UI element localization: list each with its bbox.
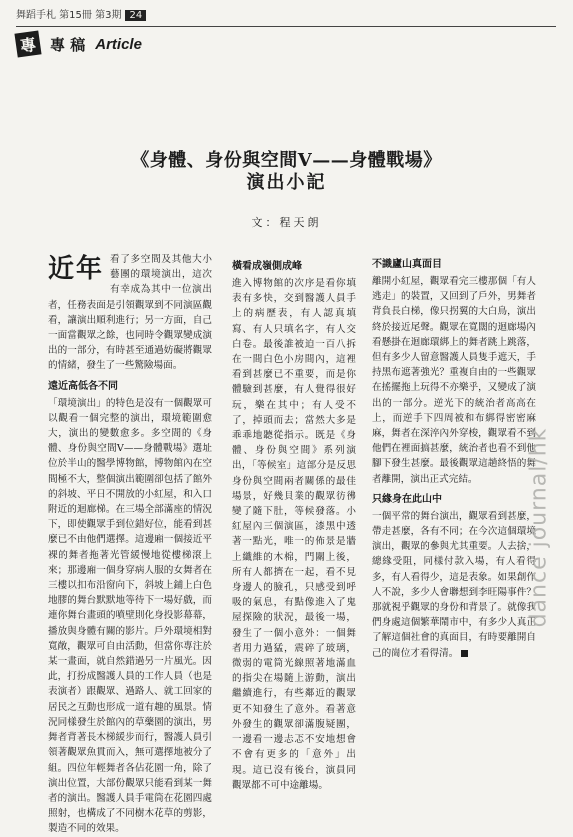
journal-issue: 舞蹈手札 第15冊 第3期 bbox=[16, 10, 122, 21]
drop-cap: 近年 bbox=[48, 254, 105, 284]
section-label-zh: 專 稿 bbox=[50, 35, 86, 54]
section-banner bbox=[16, 32, 142, 56]
paragraph-1: 「環境演出」的特色是沒有一個觀眾可以觀看一個完整的演出，環境範圍愈大，演出的變數愈多。多空間的《身體、身份與空間V——身體戰場》選址位於半山的醫學博物館，博物館內在空間極不大，整個演出範圍卻包括了館外的斜坡、平日不開放的小紅屋，和入口附近的迴廊梯。在三場全部滿座的情況下，即使觀眾手到位錯好位，能看到甚麼已不由他們選擇。這邊廂一個接近平裸的舞者拖著光管緩慢地從樓梯滾上來；那邊廂一個身穿病人服的女舞者在三樓以扣布沿窗向下，斜坡上鋪上白色地膠的舞台默默地等待下一場好戲，而連你舞台畫頭的噴壁則化身投影幕幕，播放與身體有關的影片。戶外環境相對寬敞，觀眾可自由活動，但當你專注於某一畫面，就自然錯過另一片風光。因此，打扮成醫護人員的工作人員（也是表演者）跟觀眾、過路人、就工回家的居民之互動也形成一道有趣的風景。情況同樣發生於館內的草藥園的演出，男舞者背著長木梯緩步而行，醫護人員引領著觀眾魚貫而入，無可選擇地被分了組。四位年輕舞者各佔花園一角，除了演出位置，大部份觀眾只能看到某一舞者的演出。醫護人員手電筒在花園四處照射，也構成了不同樹木花草的剪影，製造不同的效果。 bbox=[48, 397, 212, 835]
lead-text: 看了多空間及其他大小藝團的環境演出，這次有幸成為其中一位演出者，任務表面是引領觀眾到不同演區觀看，讓演出順利進行；另一方面，自己一面當觀眾之餘，也同時令觀眾變成演出的一部分，有時甚至通過妨礙將觀眾的情緒，發生了一些驚險場面。 bbox=[48, 254, 212, 372]
heading-4: 只緣身在此山中 bbox=[372, 493, 442, 505]
paragraph-4-text: 一個平常的舞台演出，觀眾看到甚麼，帶走甚麼，各有不同；在今次這個環境演出，觀眾的參與尤其重要。人去捨，總緣受阻，同樣付款入場，有人看得多，有人看得少，這是表象。如果創作人不說，多少人會聯想到李旺陽事件？那就視乎觀眾的身份和背景了。就像我們身處這個繁華鬧市中，有多少人真正了解這個社會的真面目，有時要離開自己的崗位才看得清。 bbox=[372, 510, 536, 659]
byline: 文：程天朗 bbox=[251, 216, 322, 229]
column-1 bbox=[48, 252, 212, 837]
section-label-en: Article bbox=[95, 35, 142, 53]
page-number: 24 bbox=[125, 10, 146, 21]
heading-3: 不識廬山真面目 bbox=[372, 259, 442, 270]
lead-paragraph bbox=[48, 252, 212, 374]
end-mark-icon bbox=[461, 650, 468, 657]
article-subtitle: 演出小記 bbox=[246, 172, 327, 193]
journal-header bbox=[16, 6, 146, 21]
heading-2: 橫看成嶺側成峰 bbox=[232, 261, 302, 272]
sidebar-watermark bbox=[526, 420, 564, 640]
column-3 bbox=[372, 252, 536, 661]
section-logo-icon: 專 bbox=[14, 30, 41, 57]
heading-1: 遠近高低各不同 bbox=[48, 380, 118, 392]
column-2 bbox=[232, 252, 356, 793]
paragraph-4 bbox=[372, 509, 536, 661]
paragraph-3: 離開小紅屋，觀眾看完三樓那個「有人逃走」的裝置，又回到了戶外，男舞者背負長白梯，像只拐翼的大白鳥，演出終於接近尾聲。觀眾在寬闊的迴廊場內看懸掛在迴廊環綁上的舞者跳上跳落，但有多少人留意醫護人員隻手遮天，手持黑布遮著強光？重複自由的一些觀眾在搖擺拖上玩得不亦樂乎，又變成了演出的一部分。逆光下的統治者高高在上，而逆手下四周被和布綁得密密麻麻，舞者在深淬內外穿梭，觀眾看不到他們在裡面搞甚麼，統治者也看不到他腳下發生甚麼。最後觀眾這趟終悟的舞者離開，演出正式完結。 bbox=[372, 276, 536, 485]
watermark-text: dance journal/hk bbox=[526, 427, 552, 628]
article-title: 《身體、身份與空間V——身體戰場》 bbox=[131, 150, 442, 171]
header-rule bbox=[16, 26, 556, 27]
paragraph-2: 進入博物館的次序是看你填表有多快，交到醫護人員手上的病歷表，有人認真填寫、有人只填名字，有人交白卷。最後誰被迫一百八拆在一間白色小房間內，這裡看到甚麼已不重要，而是你體驗到甚麼，有人覺得很好玩，樂在其中；有人受不了，掉頭而去；當然大多是乖乖地聽從指示。既是《身體、身份與空間》系列演出，「等候室」這部分是反思身份與空間兩者關係的最佳場景，好幾貝業的觀眾彷彿變了隨下肚，等候發落。小紅屋內三個演區，漆黑中透著一點光，唯一的佈景是牆上纖維的木棉，門關上後，所有人都擠在一起，看不見身邊人的臉孔，只感受到呼吸的氣息，有點像進入了鬼屋探險的狀況，最後一場，發生了一個小意外：一個舞者用力過猛，震碎了玻璃，微弱的電筒光線照著地滿血的指尖在場隨上游動，演出繼續進行，有些鄰近的觀眾更不知發生了意外。看著意外發生的觀眾卻滿腹疑團，一邊看一邊忐忑不安地想會不會有更多的「意外」出現。這已沒有後台，演員同觀眾都不可中途離場。 bbox=[232, 278, 356, 791]
